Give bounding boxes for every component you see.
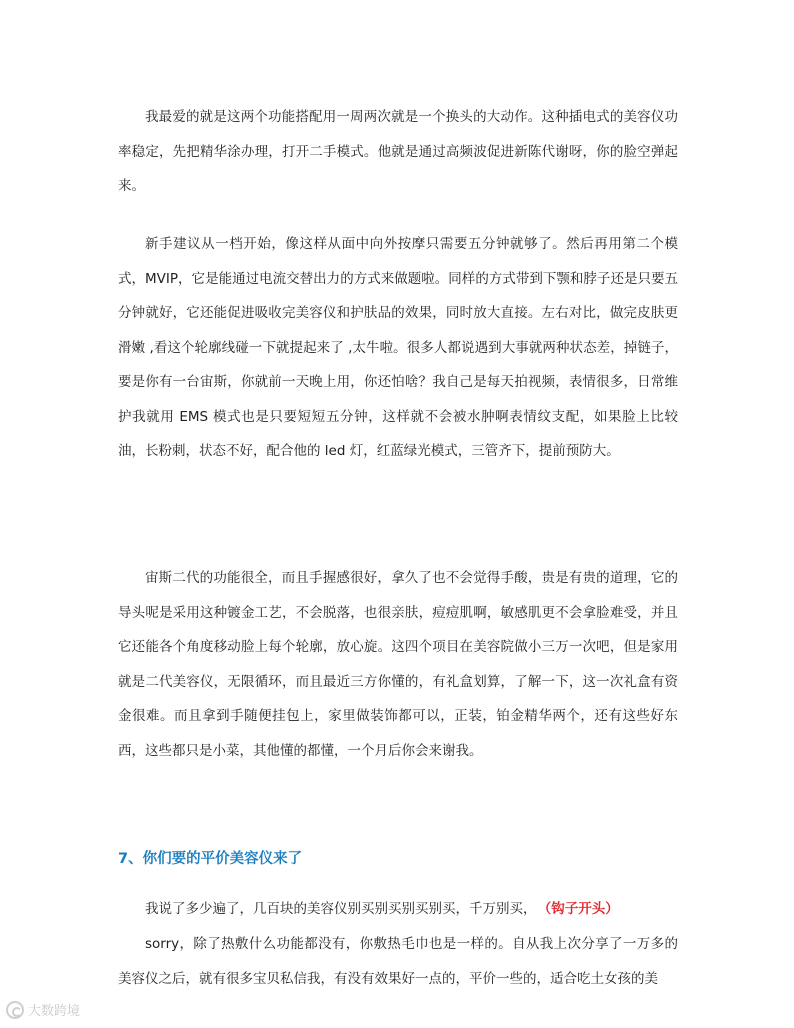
paragraph-2: 新手建议从一档开始，像这样从面中向外按摩只需要五分钟就够了。然后再用第二个模式，MVIP，它是能通过电流交替出力的方式来做题啦。同样的方式带到下颚和脖子还是只要五分钟就好，它还能促进吸收完美容仪和护肤品的效果，同时放大直接。左右对比，做完皮肤更滑嫩 ,看这个轮廓线碰一下就提起来了 ,太牛啦。很多人都说遇到大事就两种状态差，掉链子，要是你有一台宙斯，你就前一天晚上用，你还怕啥？我自己是每天拍视频，表情很多，日常维护我就用 EMS 模式也是只要短短五分钟，这样就不会被水肿啊表情纹支配，如果脸上比较油，长粉刺，状态不好，配合他的 led 灯，红蓝绿光模式，三管齐下，提前预防大。 <box>118 236 678 459</box>
section-heading: 7、你们要的平价美容仪来了 <box>118 851 303 867</box>
watermark-text: 大数跨境 <box>28 1004 81 1019</box>
paragraph-3: 宙斯二代的功能很全，而且手握感很好，拿久了也不会觉得手酸，贵是有贵的道理，它的导头呢是采用这种镀金工艺，不会脱落，也很亲肤，痘痘肌啊，敏感肌更不会拿脸难受，并且它还能各个角度移动脸上每个轮廓，放心旋。这四个项目在美容院做小三万一次吧，但是家用就是二代美容仪，无限循环，而且最近三方你懂的，有礼盒划算，了解一下，这一次礼盒有资金很难。而且拿到手随便挂包上，家里做装饰都可以，正装，铂金精华两个，还有这些好东西，这些都只是小菜，其他懂的都懂，一个月后你会来谢我。 <box>118 570 678 759</box>
paragraph-4-text: 我说了多少遍了，几百块的美容仪别买别买别买别买，千万别买， <box>145 901 537 917</box>
paragraph-1: 我最爱的就是这两个功能搭配用一周两次就是一个换头的大动作。这种插电式的美容仪功率稳定，先把精华涂办理，打开二手模式。他就是通过高频波促进新陈代谢呀，你的脸空弹起来。 <box>118 109 678 194</box>
logo-icon <box>6 1001 24 1019</box>
paragraph-4 <box>118 892 678 927</box>
hook-note: （钩子开头） <box>544 901 619 917</box>
watermark <box>6 1000 80 1019</box>
paragraph-5: sorry，除了热敷什么功能都没有，你敷热毛巾也是一样的。自从我上次分享了一万多的美容仪之后，就有很多宝贝私信我，有没有效果好一点的，平价一些的，适合吃土女孩的美 <box>118 936 678 987</box>
